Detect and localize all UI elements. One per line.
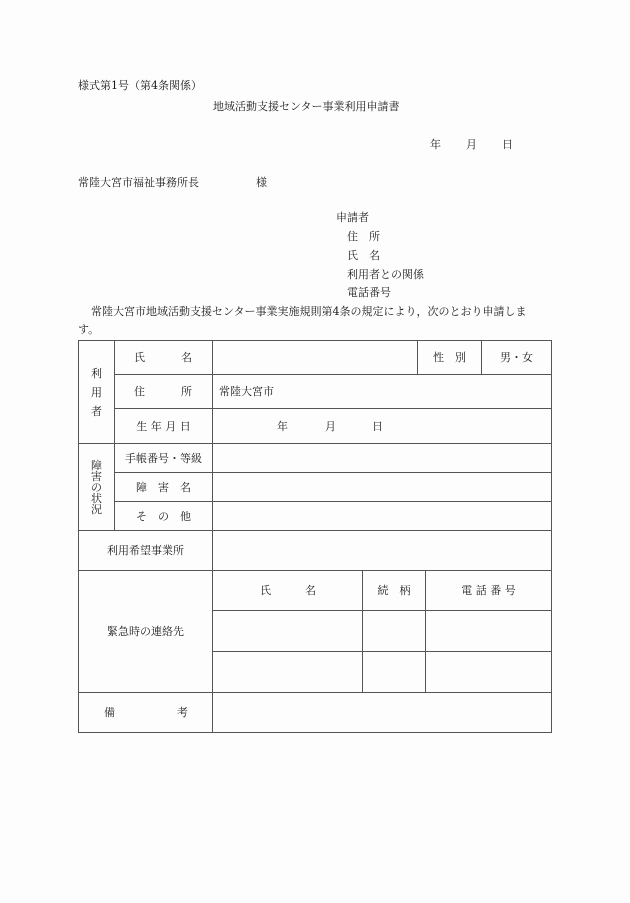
birth-day-label: 日 bbox=[372, 419, 383, 433]
body-text-line1: 常陸大宮市地域活動支援センター事業実施規則第4条の規定により，次のとおり申請しま bbox=[91, 305, 527, 318]
other-label: そ の 他 bbox=[136, 509, 191, 523]
remarks-label bbox=[104, 693, 188, 732]
disability-group-char: 状 bbox=[91, 491, 102, 505]
table-line bbox=[78, 732, 552, 733]
date-month-label: 月 bbox=[466, 138, 477, 151]
gender-value[interactable]: 男・女 bbox=[500, 351, 533, 364]
applicant-address-label: 住 所 bbox=[347, 230, 380, 243]
table-line bbox=[551, 340, 552, 733]
emergency-name-header-char: 名 bbox=[305, 584, 316, 597]
disability-group-char: 害 bbox=[91, 469, 102, 483]
applicant-name-label: 氏 名 bbox=[347, 249, 380, 262]
address-value[interactable]: 常陸大宮市 bbox=[219, 385, 274, 398]
remarks-label-char: 考 bbox=[177, 706, 188, 719]
emergency-phone-field-2[interactable] bbox=[426, 652, 551, 692]
addressee-name: 常陸大宮市福祉事務所長 bbox=[78, 176, 199, 189]
disability-group-label bbox=[79, 444, 114, 530]
emergency-name-field-2[interactable] bbox=[213, 652, 362, 692]
emergency-name-header-char: 氏 bbox=[260, 584, 271, 597]
desired-office-field[interactable] bbox=[213, 531, 551, 570]
emergency-name-field-1[interactable] bbox=[213, 611, 362, 651]
remarks-label-char: 備 bbox=[104, 706, 115, 719]
applicant-heading: 申請者 bbox=[336, 211, 369, 224]
user-group-char: 用 bbox=[91, 385, 102, 399]
name-label-char: 名 bbox=[181, 351, 192, 364]
emergency-contact-label: 緊急時の連絡先 bbox=[107, 625, 184, 638]
addressee-honorific: 様 bbox=[256, 176, 267, 189]
name-label bbox=[134, 341, 192, 374]
remarks-field[interactable] bbox=[213, 693, 551, 732]
address-label bbox=[134, 375, 192, 408]
disability-group-char: 況 bbox=[91, 502, 102, 516]
form-number: 様式第1号（第4条関係） bbox=[78, 79, 202, 92]
handbook-label: 手帳番号・等級 bbox=[125, 451, 202, 465]
birth-month-label: 月 bbox=[325, 419, 336, 433]
date-day-label: 日 bbox=[502, 138, 513, 151]
user-group-char: 利 bbox=[91, 366, 102, 380]
user-group-char: 者 bbox=[91, 404, 102, 418]
applicant-phone-label: 電話番号 bbox=[347, 286, 391, 299]
address-label-char: 所 bbox=[181, 385, 192, 398]
handbook-field[interactable] bbox=[213, 444, 551, 472]
emergency-relation-header: 続 柄 bbox=[377, 584, 411, 597]
user-group-label bbox=[79, 341, 114, 443]
emergency-relation-field-1[interactable] bbox=[363, 611, 425, 651]
emergency-phone-header: 電 話 番 号 bbox=[461, 584, 516, 597]
birthdate-label: 生 年 月 日 bbox=[136, 419, 191, 433]
emergency-name-header bbox=[260, 571, 316, 610]
address-label-char: 住 bbox=[134, 385, 145, 398]
date-year-label: 年 bbox=[430, 138, 441, 151]
disability-group-char: の bbox=[91, 480, 102, 494]
emergency-relation-field-2[interactable] bbox=[363, 652, 425, 692]
disability-group-char: 障 bbox=[91, 458, 102, 472]
applicant-relationship-label: 利用者との関係 bbox=[347, 268, 424, 281]
name-field[interactable] bbox=[213, 341, 417, 374]
document-title: 地域活動支援センター事業利用申請書 bbox=[213, 100, 400, 113]
disability-name-label: 障 害 名 bbox=[136, 480, 191, 494]
birth-year-label: 年 bbox=[277, 419, 288, 433]
name-label-char: 氏 bbox=[134, 351, 145, 364]
gender-label: 性 別 bbox=[433, 351, 466, 364]
body-text-line2: す。 bbox=[78, 323, 100, 336]
desired-office-label: 利用希望事業所 bbox=[107, 544, 184, 557]
emergency-phone-field-1[interactable] bbox=[426, 611, 551, 651]
disability-name-field[interactable] bbox=[213, 473, 551, 501]
other-field[interactable] bbox=[213, 502, 551, 530]
